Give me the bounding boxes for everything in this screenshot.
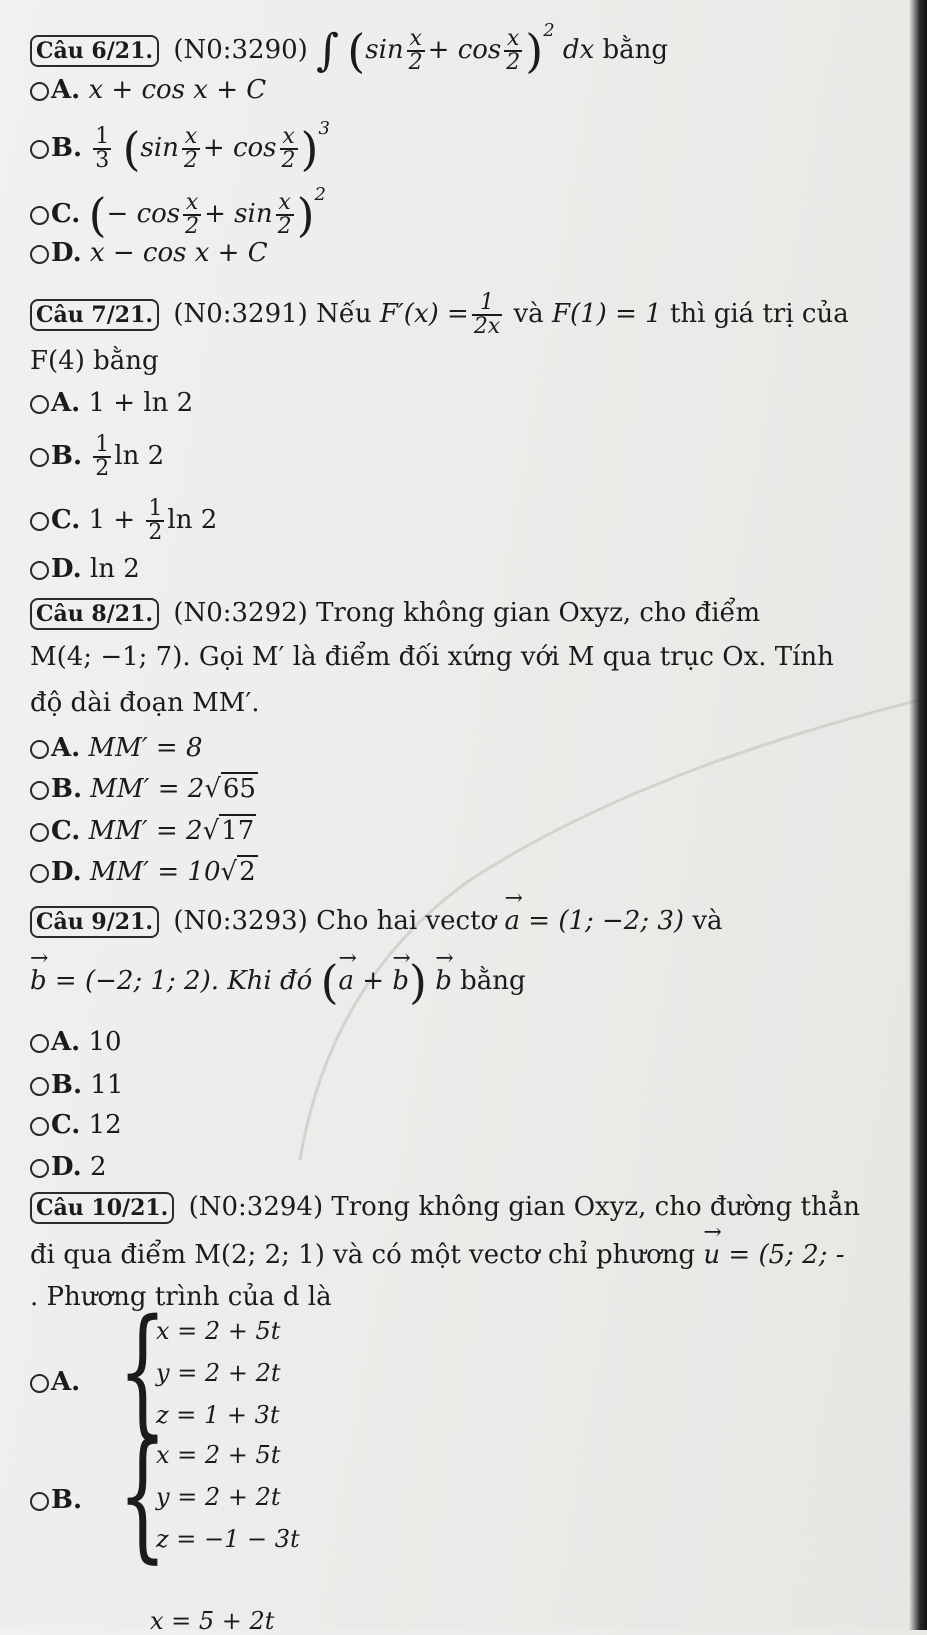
question-10-tag: Câu 10/21. bbox=[30, 1192, 174, 1224]
radio-icon[interactable] bbox=[30, 1374, 49, 1393]
question-9-option-d[interactable]: D. 2 bbox=[30, 1150, 106, 1184]
vector-u: → u bbox=[703, 1238, 720, 1272]
integral-sign: ∫ bbox=[316, 25, 340, 76]
radio-icon[interactable] bbox=[30, 395, 49, 414]
question-8-option-b[interactable]: B. MM′ = 2√65 bbox=[30, 772, 258, 806]
question-9-line-2: → b = (−2; 1; 2). Khi đó (→ a + → b) → b bằng bbox=[30, 962, 526, 1002]
radio-icon[interactable] bbox=[30, 448, 49, 467]
question-8-stem: Câu 8/21. (N0:3292) Trong không gian Oxyz, cho điểm bbox=[30, 596, 760, 630]
question-6-option-b[interactable]: B. $\frac{1}{3}$ (sin $\frac{x}{2}$ + cos $\frac{x}{2}$ )$^3$ bbox=[30, 112, 330, 172]
question-10-system-b: { x = 2 + 5t y = 2 + 2t z = −1 − 3t bbox=[118, 1414, 300, 1577]
radio-icon[interactable] bbox=[30, 864, 49, 883]
radio-icon[interactable] bbox=[30, 1492, 49, 1511]
question-7-tag: Câu 7/21. bbox=[30, 299, 159, 331]
question-6-option-c[interactable]: C. (− cos $\frac{x}{2}$ + sin $\frac{x}{2}$ )$^2$ bbox=[30, 178, 326, 238]
radio-icon[interactable] bbox=[30, 561, 49, 580]
question-7-line-2: F(4) bằng bbox=[30, 346, 159, 376]
question-8-option-c[interactable]: C. MM′ = 2√17 bbox=[30, 814, 256, 848]
question-6-option-d[interactable]: D. x − cos x + C bbox=[30, 236, 268, 270]
question-10-system-a: { x = 2 + 5t y = 2 + 2t z = 1 + 3t bbox=[118, 1290, 281, 1453]
question-9-stem: Câu 9/21. (N0:3293) Cho hai vectơ → a = (1; −2; 3) và bbox=[30, 904, 723, 938]
question-10-line-3: . Phương trình của d là bbox=[30, 1282, 332, 1312]
radio-icon[interactable] bbox=[30, 1077, 49, 1096]
question-8-option-d[interactable]: D. MM′ = 10√2 bbox=[30, 855, 258, 889]
brace-icon: { bbox=[118, 1290, 167, 1453]
vector-a: → a bbox=[504, 904, 520, 938]
radio-icon[interactable] bbox=[30, 1034, 49, 1053]
cut-off-equation: x = 5 + 2t bbox=[150, 1607, 275, 1635]
question-9-option-b[interactable]: B. 11 bbox=[30, 1068, 123, 1102]
radio-icon[interactable] bbox=[30, 823, 49, 842]
question-6-option-a[interactable]: A. x + cos x + C bbox=[30, 73, 266, 107]
question-8-option-a[interactable]: A. MM′ = 8 bbox=[30, 731, 203, 765]
question-10-line-2: đi qua điểm M(2; 2; 1) và có một vectơ chỉ phương → u = (5; 2; - bbox=[30, 1238, 845, 1272]
question-6-stem bbox=[30, 14, 669, 78]
question-7-option-d[interactable]: D. ln 2 bbox=[30, 552, 140, 586]
question-6-tag: Câu 6/21. bbox=[30, 35, 159, 67]
radio-icon[interactable] bbox=[30, 140, 49, 159]
question-10-stem: Câu 10/21. (N0:3294) Trong không gian Oxyz, cho đường thẳn bbox=[30, 1190, 860, 1224]
question-9-tag: Câu 9/21. bbox=[30, 906, 159, 938]
question-7-option-c[interactable]: C. 1 + $\frac{1}{2}$ ln 2 bbox=[30, 498, 217, 544]
vector-b: → b bbox=[30, 964, 47, 998]
question-8-line-3: độ dài đoạn MM′. bbox=[30, 688, 260, 718]
radio-icon[interactable] bbox=[30, 512, 49, 531]
question-7-option-b[interactable]: B. $\frac{1}{2}$ ln 2 bbox=[30, 434, 164, 480]
question-7-option-a[interactable]: A. 1 + ln 2 bbox=[30, 386, 193, 420]
question-6-code: (N0:3290) bbox=[173, 35, 308, 65]
radio-icon[interactable] bbox=[30, 781, 49, 800]
photo-edge-shadow bbox=[909, 0, 927, 1630]
question-10-option-b[interactable]: B. bbox=[30, 1483, 82, 1517]
question-9-option-a[interactable]: A. 10 bbox=[30, 1025, 122, 1059]
question-9-option-c[interactable]: C. 12 bbox=[30, 1108, 122, 1142]
radio-icon[interactable] bbox=[30, 245, 49, 264]
derivative-expr: F′(x) = $\frac{1}{2x}$ bbox=[379, 290, 501, 339]
question-8-line-2: M(4; −1; 7). Gọi M′ là điểm đối xứng với M qua trục Ox. Tính bbox=[30, 642, 834, 672]
question-6-integrand: (sin $\frac{x}{2}$ + cos $\frac{x}{2}$ )$^2$ dx bbox=[347, 20, 603, 78]
radio-icon[interactable] bbox=[30, 1159, 49, 1178]
radio-icon[interactable] bbox=[30, 1117, 49, 1136]
brace-icon: { bbox=[118, 1414, 167, 1577]
radio-icon[interactable] bbox=[30, 206, 49, 225]
question-8-tag: Câu 8/21. bbox=[30, 598, 159, 630]
question-6-suffix: bằng bbox=[602, 35, 669, 65]
radio-icon[interactable] bbox=[30, 82, 49, 101]
radio-icon[interactable] bbox=[30, 740, 49, 759]
question-10-option-a[interactable]: A. bbox=[30, 1365, 80, 1399]
question-7-stem: Câu 7/21. (N0:3291) Nếu F′(x) = $\frac{1}{2x}$ và F(1) = 1 thì giá trị của bbox=[30, 292, 849, 338]
